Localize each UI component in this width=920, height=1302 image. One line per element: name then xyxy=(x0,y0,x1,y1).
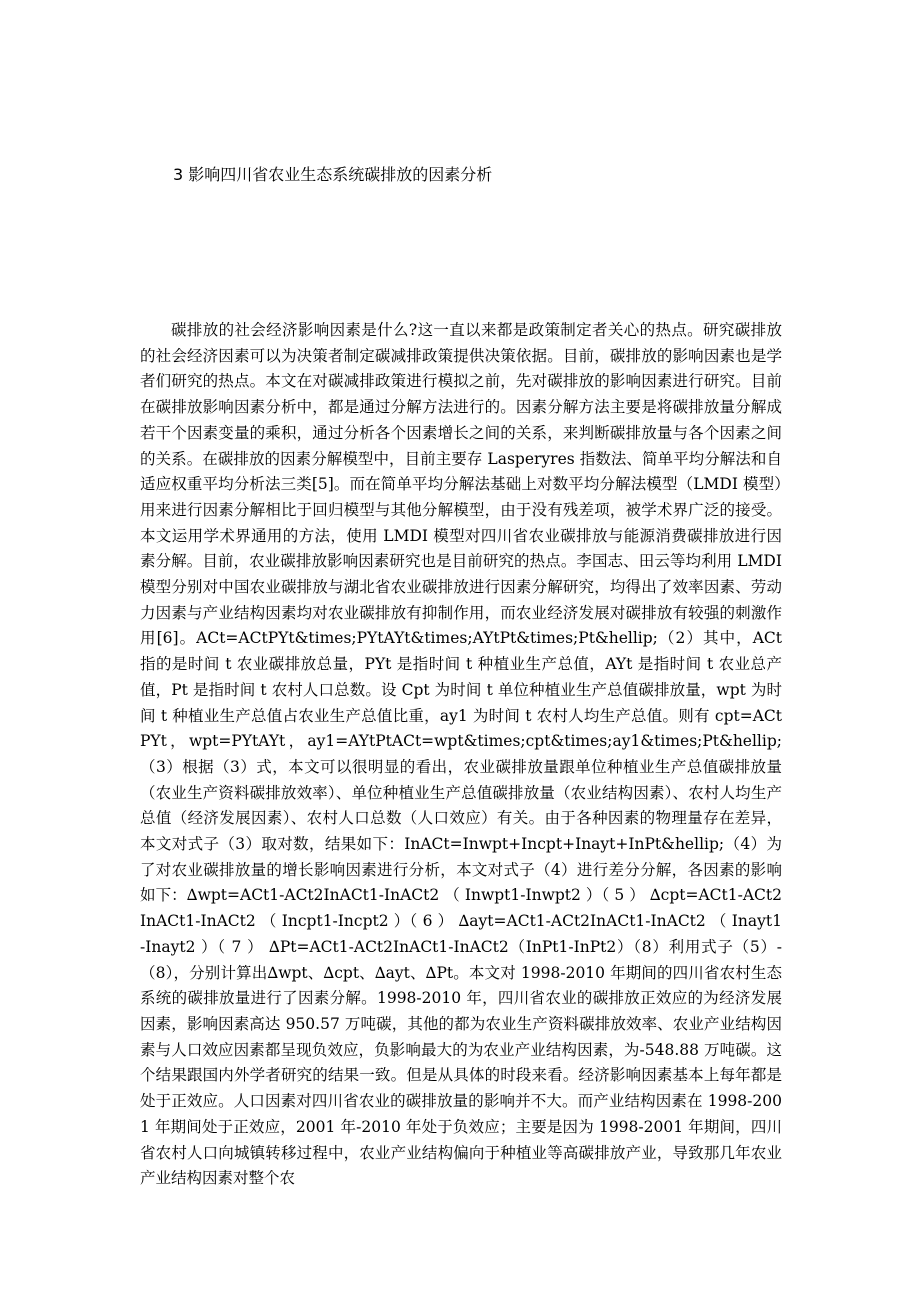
body-paragraph: 碳排放的社会经济影响因素是什么?这一直以来都是政策制定者关心的热点。研究碳排放的社会经济因素可以为决策者制定碳减排政策提供决策依据。目前，碳排放的影响因素也是学者们研究的热点。本文在对碳减排政策进行模拟之前，先对碳排放的影响因素进行研究。目前在碳排放影响因素分析中，都是通过分解方法进行的。因素分解方法主要是将碳排放量分解成若干个因素变量的乘积，通过分析各个因素增长之间的关系，来判断碳排放量与各个因素之间的关系。在碳排放的因素分解模型中，目前主要存 Lasperyres 指数法、简单平均分解法和自适应权重平均分析法三类[5]。而在简单平均分解法基础上对数平均分解法模型（LMDI 模型）用来进行因素分解相比于回归模型与其他分解模型，由于没有残差项，被学术界广泛的接受。本文运用学术界通用的方法，使用 LMDI 模型对四川省农业碳排放与能源消费碳排放进行因素分解。目前，农业碳排放影响因素研究也是目前研究的热点。李国志、田云等均利用 LMDI 模型分别对中国农业碳排放与湖北省农业碳排放进行因素分解研究，均得出了效率因素、劳动力因素与产业结构因素均对农业碳排放有抑制作用，而农业经济发展对碳排放有较强的刺激作用[6]。ACt=ACtPYt&times;PYtAYt&times;AYtPt&times;Pt&hellip;（2）其中，ACt 指的是时间 t 农业碳排放总量，PYt 是指时间 t 种植业生产总值，AYt 是指时间 t 农业总产值，Pt 是指时间 t 农村人口总数。设 Cpt 为时间 t 单位种植业生产总值碳排放量，wpt 为时间 t 种植业生产总值占农业生产总值比重，ay1 为时间 t 农村人均生产总值。则有 cpt=ACtPYt，wpt=PYtAYt，ay1=AYtPtACt=wpt&times;cpt&times;ay1&times;Pt&hellip;（3）根据（3）式，本文可以很明显的看出，农业碳排放量跟单位种植业生产总值碳排放量（农业生产资料碳排放效率）、单位种植业生产总值碳排放量（农业结构因素）、农村人均生产总值（经济发展因素）、农村人口总数（人口效应）有关。由于各种因素的物理量存在差异，本文对式子（3）取对数，结果如下：InACt=Inwpt+Incpt+Inayt+InPt&hellip;（4）为了对农业碳排放量的增长影响因素进行分析，本文对式子（4）进行差分分解，各因素的影响如下：∆wpt=ACt1-ACt2InACt1-InACt2 （ Inwpt1-Inwpt2 ）（ 5 ） ∆cpt=ACt1-ACt2InACt1-InACt2 （ Incpt1-Incpt2 ）（ 6 ） ∆ayt=ACt1-ACt2InACt1-InACt2 （ Inayt1-Inayt2 ）（ 7 ） ∆Pt=ACt1-ACt2InACt1-InACt2（InPt1-InPt2）（8）利用式子（5）-（8），分别计算出∆wpt、∆cpt、∆ayt、∆Pt。本文对 1998-2010 年期间的四川省农村生态系统的碳排放量进行了因素分解。1998-2010 年，四川省农业的碳排放正效应的为经济发展因素，影响因素高达 950.57 万吨碳，其他的都为农业生产资料碳排放效率、农业产业结构因素与人口效应因素都呈现负效应，负影响最大的为农业产业结构因素，为-548.88 万吨碳。这个结果跟国内外学者研究的结果一致。但是从具体的时段来看。经济影响因素基本上每年都是处于正效应。人口因素对四川省农业的碳排放量的影响并不大。而产业结构因素在 1998-2001 年期间处于正效应，2001 年-2010 年处于负效应；主要是因为 1998-2001 年期间，四川省农村人口向城镇转移过程中，农业产业结构偏向于种植业等高碳排放产业，导致那几年农业产业结构因素对整个农 xyxy=(140,321,782,1188)
section-heading: 3 影响四川省农业生态系统碳排放的因素分析 xyxy=(173,165,493,184)
